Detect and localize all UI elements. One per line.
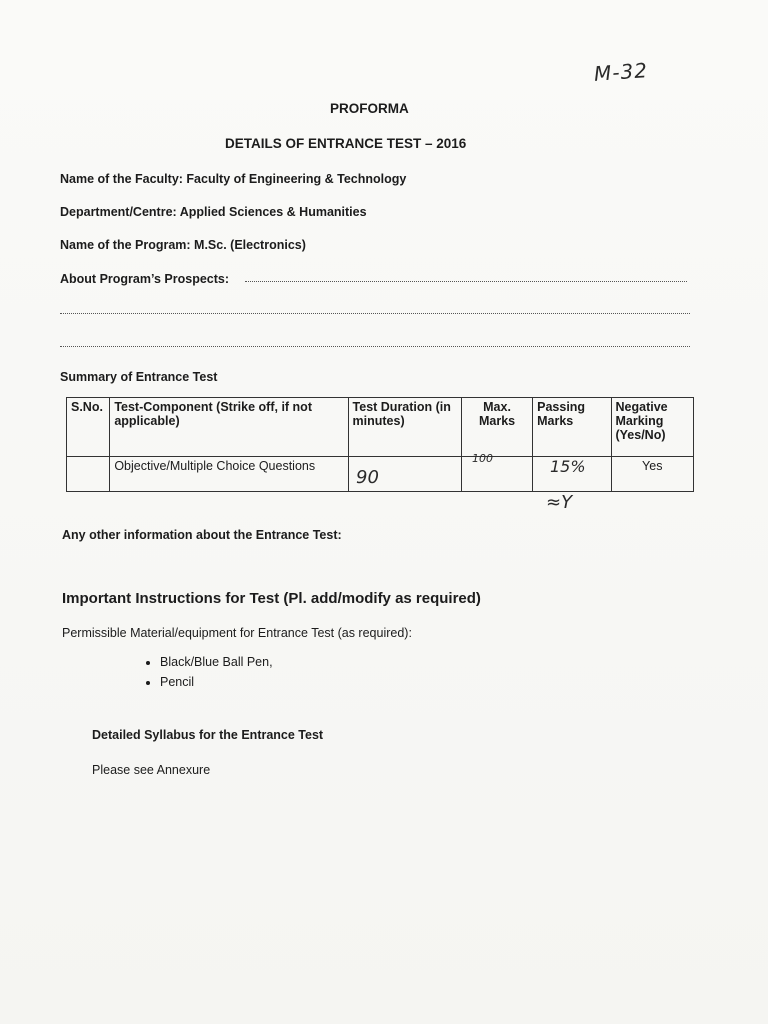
syllabus-title: Detailed Syllabus for the Entrance Test <box>92 728 324 742</box>
program-field: Name of the Program: M.Sc. (Electronics) <box>60 238 306 252</box>
other-info-label: Any other information about the Entrance Test: <box>62 528 342 542</box>
header-negative-marking: Negative Marking (Yes/No) <box>611 398 694 457</box>
handwritten-initial: ≈Y <box>546 492 573 513</box>
header-test-duration: Test Duration (in minutes) <box>348 398 461 457</box>
handwritten-duration: 90 <box>356 467 379 488</box>
department-field: Department/Centre: Applied Sciences & Humanities <box>60 205 367 219</box>
prospects-field: About Program’s Prospects: <box>60 272 230 286</box>
handwritten-max-marks: 100 <box>472 452 493 465</box>
syllabus-note: Please see Annexure <box>92 763 211 777</box>
handwritten-passing-marks: 15% <box>550 457 586 476</box>
summary-title: Summary of Entrance Test <box>60 370 218 384</box>
instructions-title: Important Instructions for Test (Pl. add/modify as required) <box>62 590 481 607</box>
permissible-material-label: Permissible Material/equipment for Entrance Test (as required): <box>62 626 412 640</box>
dotted-line <box>60 346 690 347</box>
cell-component: Objective/Multiple Choice Questions <box>110 457 348 492</box>
cell-sno <box>67 457 110 492</box>
header-passing-marks: Passing Marks <box>533 398 611 457</box>
document-code-handwritten: M-32 <box>593 58 649 86</box>
table-row <box>67 457 694 492</box>
list-item: • Pencil <box>160 672 273 692</box>
entrance-test-summary-table <box>66 397 694 492</box>
document-title: DETAILS OF ENTRANCE TEST – 2016 <box>225 136 467 151</box>
dotted-line <box>245 281 687 282</box>
cell-negative: Yes <box>611 457 694 492</box>
materials-list <box>140 652 273 692</box>
list-item: • Black/Blue Ball Pen, <box>160 652 273 672</box>
faculty-field: Name of the Faculty: Faculty of Engineering & Technology <box>60 172 407 186</box>
header-max-marks: Max. Marks <box>461 398 532 457</box>
table-header-row <box>67 398 694 457</box>
proforma-heading: PROFORMA <box>330 101 409 116</box>
dotted-line <box>60 313 690 314</box>
header-sno: S.No. <box>67 398 110 457</box>
header-test-component: Test-Component (Strike off, if not applicable) <box>110 398 348 457</box>
